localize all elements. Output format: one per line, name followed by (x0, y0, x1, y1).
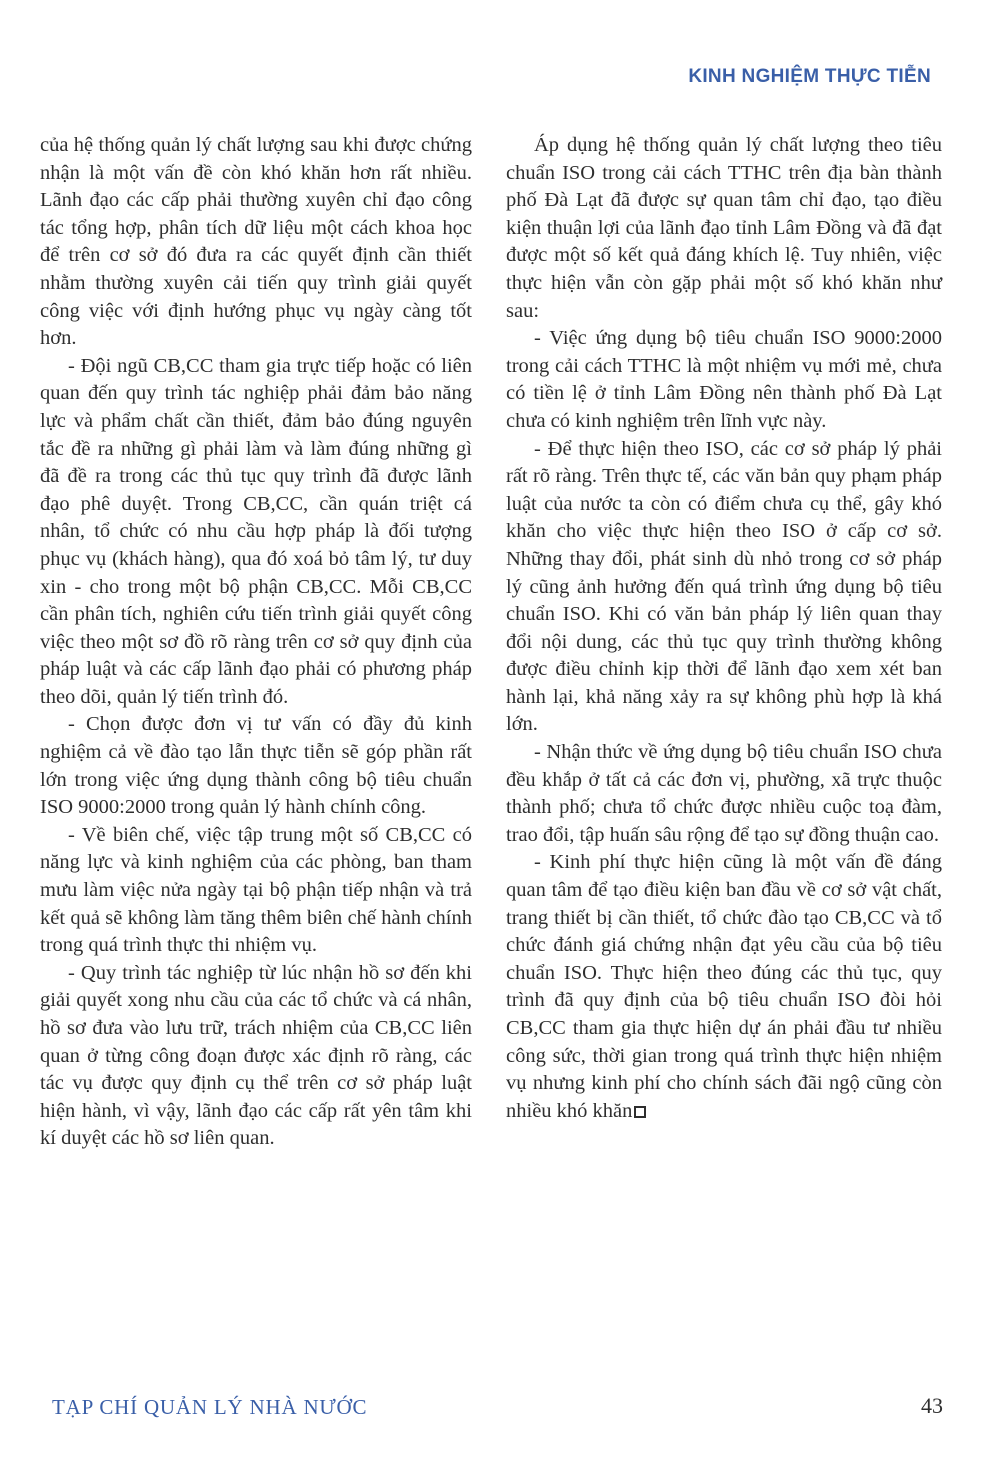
paragraph: - Chọn được đơn vị tư vấn có đầy đủ kinh nghiệm cả về đào tạo lẫn thực tiễn sẽ góp phần rất lớn trong việc ứng dụng thành công bộ tiêu chuẩn ISO 9000:2000 trong quản lý hành chính công. (40, 713, 472, 819)
paragraph: - Việc ứng dụng bộ tiêu chuẩn ISO 9000:2000 trong cải cách TTHC là một nhiệm vụ mới mẻ, chưa có tiền lệ ở tỉnh Lâm Đồng nên thành phố Đà Lạt chưa có kinh nghiệm trên lĩnh vực này. (506, 327, 942, 432)
page-number: 43 (921, 1393, 943, 1418)
paragraph: - Đội ngũ CB,CC tham gia trực tiếp hoặc có liên quan đến quy trình tác nghiệp phải đảm bảo năng lực và phẩm chất cần thiết, đảm bảo đúng nguyên tắc đề ra những gì phải làm và làm đúng những gì đã đề ra trong các thủ tục quy trình đã được lãnh đạo phê duyệt. Trong CB,CC, cần quán triệt cá nhân, tổ chức có nhu cầu hợp pháp là đối tượng phục vụ (khách hàng), qua đó xoá bỏ tâm lý, tư duy xin - cho trong một bộ phận CB,CC. Mỗi CB,CC cần phân tích, nghiên cứu tiến trình giải quyết công việc theo một sơ đồ rõ ràng trên cơ sở quy định của pháp luật và các cấp lãnh đạo phải có phương pháp theo dõi, quản lý tiến trình đó. (40, 354, 472, 708)
right-column (506, 132, 942, 1125)
section-label: KINH NGHIỆM THỰC TIỄN (688, 66, 931, 87)
paragraph-text: - Kinh phí thực hiện cũng là một vấn đề đáng quan tâm để tạo điều kiện ban đầu về cơ sở vật chất, trang thiết bị cần thiết, tổ chức đào tạo CB,CC và tổ chức đánh giá chứng nhận đạt yêu cầu của bộ tiêu chuẩn ISO. Thực hiện theo đúng các thủ tục, quy trình đã quy định của bộ tiêu chuẩn ISO đòi hỏi CB,CC tham gia thực hiện dự án phải đầu tư nhiều công sức, thời gian trong quá trình thực hiện nhiệm vụ nhưng kinh phí cho chính sách đãi ngộ cũng còn nhiều khó khăn (506, 851, 942, 1122)
left-column (40, 132, 472, 1153)
paragraph: - Nhận thức về ứng dụng bộ tiêu chuẩn ISO chưa đều khắp ở tất cả các đơn vị, phường, xã trực thuộc thành phố; chưa tổ chức được nhiều cuộc toạ đàm, trao đổi, tập huấn sâu rộng để tạo sự đồng thuận cao. (506, 741, 942, 846)
paragraph: Áp dụng hệ thống quản lý chất lượng theo tiêu chuẩn ISO trong cải cách TTHC trên địa bàn thành phố Đà Lạt đã được sự quan tâm chỉ đạo, tạo điều kiện thuận lợi của lãnh đạo tỉnh Lâm Đồng và đã đạt được một số kết quả đáng khích lệ. Tuy nhiên, việc thực hiện vẫn còn gặp phải một số khó khăn như sau: (506, 134, 942, 322)
paragraph: của hệ thống quản lý chất lượng sau khi được chứng nhận là một vấn đề còn khó khăn hơn rất nhiều. Lãnh đạo các cấp phải thường xuyên chỉ đạo công tác tổng hợp, phân tích dữ liệu một cách khoa học để trên cơ sở đó đưa ra các quyết định cần thiết nhằm thường xuyên cải tiến quy trình giải quyết công việc với định hướng phục vụ ngày càng tốt hơn. (40, 134, 472, 350)
paragraph: - Quy trình tác nghiệp từ lúc nhận hồ sơ đến khi giải quyết xong nhu cầu của các tổ chức và cá nhân, hồ sơ đưa vào lưu trữ, trách nhiệm của CB,CC liên quan ở từng công đoạn được xác định rõ ràng, các tác vụ được quy định cụ thể trên cơ sở pháp luật hiện hành, vì vậy, lãnh đạo các cấp rất yên tâm khi kí duyệt các hồ sơ liên quan. (40, 961, 472, 1150)
paragraph: - Để thực hiện theo ISO, các cơ sở pháp lý phải rất rõ ràng. Trên thực tế, các văn bản quy phạm pháp luật của nước ta còn có điểm chưa cụ thể, gây khó khăn cho việc thực hiện theo ISO ở cấp cơ sở. Những thay đổi, phát sinh dù nhỏ trong cơ sở pháp lý cũng ảnh hưởng đến quá trình ứng dụng bộ tiêu chuẩn ISO. Khi có văn bản pháp lý liên quan thay đổi nội dung, các thủ tục quy trình thường không được điều chỉnh kịp thời để lãnh đạo xem xét ban hành lại, khả năng xảy ra sự không phù hợp là khá lớn. (506, 437, 942, 736)
paragraph-last (506, 849, 942, 1125)
paragraph: - Về biên chế, việc tập trung một số CB,CC có năng lực và kinh nghiệm của các phòng, ban tham mưu làm việc nửa ngày tại bộ phận tiếp nhận và trả kết quả sẽ không làm tăng thêm biên chế hành chính trong quá trình thực thi nhiệm vụ. (40, 823, 472, 957)
end-of-article-icon (634, 1106, 646, 1118)
journal-title: TẠP CHÍ QUẢN LÝ NHÀ NƯỚC (52, 1395, 368, 1419)
